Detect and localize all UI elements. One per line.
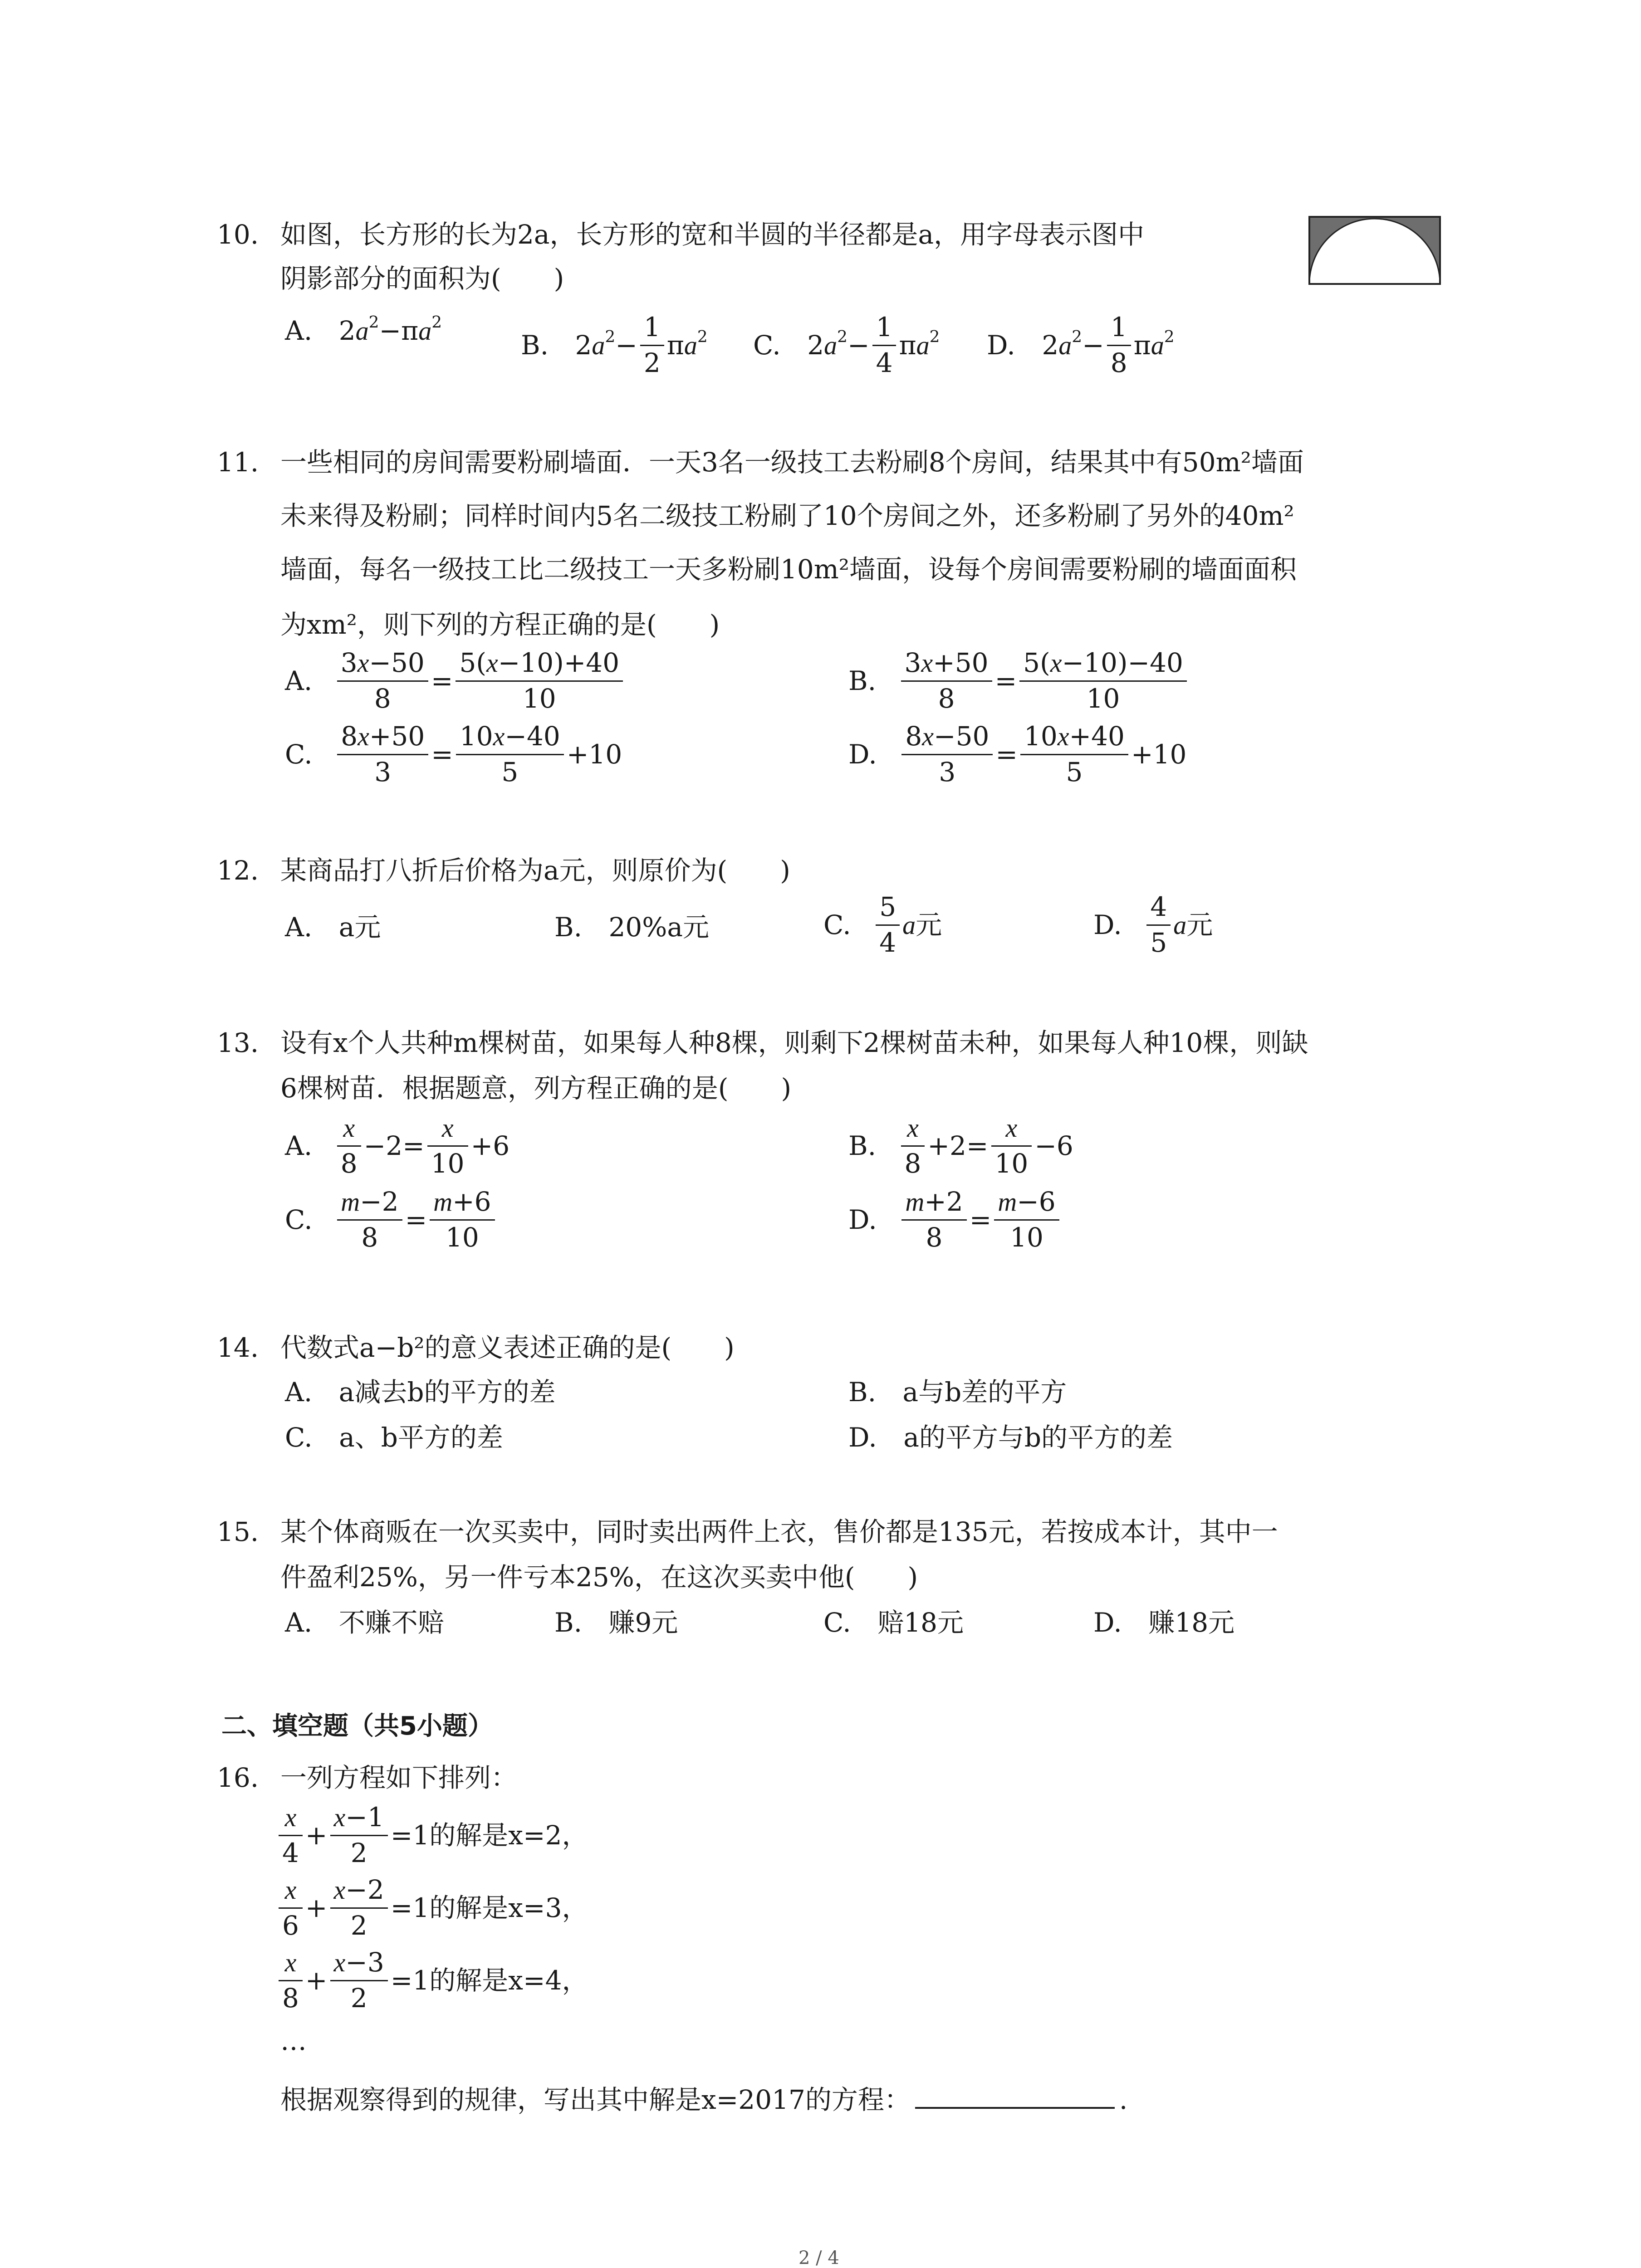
q14-option-d-text: a的平方与b的平方的差	[903, 1422, 1173, 1453]
section-2-title: 二、填空题（共5小题）	[221, 1711, 493, 1741]
q16-equation-2: $\frac{x}{6}$ + $\frac{x-2}{2}$ =1的解是x=3，	[276, 1876, 588, 1941]
q14-stem: 代数式a−b²的意义表述正确的是( )	[280, 1332, 735, 1363]
q16-equation-3-tail: =1的解是x=4，	[390, 1965, 588, 1996]
q16-ellipsis: …	[280, 2025, 307, 2056]
q16-number: 16.	[217, 1762, 259, 1793]
q16-question-line	[280, 2084, 1127, 2113]
q14-option-b-label: B.	[848, 1377, 877, 1408]
q13-option-b-label: B.	[848, 1130, 877, 1162]
q16-stem: 一列方程如下排列：	[280, 1762, 518, 1793]
q12-option-b-row	[554, 912, 709, 943]
q14-option-a-row	[285, 1377, 556, 1408]
q14-option-b-row	[848, 1377, 1067, 1408]
q14-option-c-text: a、b平方的差	[339, 1422, 503, 1453]
q13-option-b-row: B. $\frac{x}{8}$ +2= $\frac{x}{10}$ −6	[848, 1113, 1073, 1179]
q11-option-a-label: A.	[285, 665, 313, 697]
q16-equation-1-tail: =1的解是x=2，	[390, 1820, 588, 1851]
q15-option-a-text: 不赚不赔	[338, 1607, 444, 1638]
q15-option-c-row	[823, 1609, 964, 1636]
q15-option-d-label: D.	[1093, 1607, 1122, 1638]
q11-stem-line3: 墙面，每名一级技工比二级技工一天多粉刷10m²墙面，设每个房间需要粉刷的墙面面积	[280, 554, 1297, 585]
q15-number: 15.	[217, 1516, 259, 1547]
q11-option-a-row: A. $\frac{3x-50}{8}$ = $\frac{5(x-10)+40}{10}$	[285, 649, 626, 714]
q16-question-text: 根据观察得到的规律，写出其中解是x=2017的方程：	[280, 2084, 911, 2115]
q16-question-end: .	[1119, 2084, 1128, 2115]
q15-option-b-text: 赚9元	[608, 1607, 678, 1638]
q14-option-c-row	[285, 1424, 503, 1451]
q11-option-d-label: D.	[848, 739, 877, 770]
q10-option-c-row: C. $2a^2-$ $\frac{1}{4}$ $\pi a^2$	[753, 312, 940, 378]
q10-option-b-label: B.	[521, 330, 549, 361]
q15-stem-line2: 件盈利25%，另一件亏本25%，在这次买卖中他( )	[280, 1562, 918, 1593]
q13-stem-line2: 6棵树苗．根据题意，列方程正确的是( )	[280, 1073, 792, 1104]
q16-equation-1: $\frac{x}{4}$ + $\frac{x-1}{2}$ =1的解是x=2，	[276, 1803, 588, 1868]
page-number: 2 / 4	[798, 2248, 839, 2268]
q15-option-d-text: 赚18元	[1148, 1607, 1235, 1638]
q14-option-d-label: D.	[848, 1422, 877, 1453]
q13-option-c-label: C.	[285, 1204, 313, 1236]
q10-number: 10.	[217, 219, 259, 250]
q11-option-d-row: D. $\frac{8x-50}{3}$ = $\frac{10x+40}{5}$ +10	[848, 721, 1187, 787]
q10-option-c-label: C.	[753, 330, 781, 361]
q15-stem-line1: 某个体商贩在一次买卖中，同时卖出两件上衣，售价都是135元，若按成本计，其中一	[280, 1516, 1278, 1547]
q13-option-d-row: D. $\frac{m+2}{8}$ = $\frac{m-6}{10}$	[848, 1188, 1062, 1252]
q15-option-c-text: 赔18元	[877, 1607, 964, 1638]
q16-answer-blank[interactable]	[915, 2084, 1115, 2109]
q12-option-b-label: B.	[554, 912, 583, 943]
q12-option-b-text: 20%a元	[608, 912, 709, 943]
q12-option-c-row: C. $\frac{5}{4}$ a元	[823, 891, 942, 958]
q14-option-c-label: C.	[285, 1422, 313, 1453]
q14-number: 14.	[217, 1332, 259, 1363]
q10-option-d-row: D. $2a^2-$ $\frac{1}{8}$ $\pi a^2$	[987, 312, 1175, 378]
q11-number: 11.	[217, 447, 259, 478]
q13-option-a-label: A.	[285, 1130, 313, 1162]
q15-option-d-row	[1093, 1609, 1234, 1636]
q13-option-a-row: A. $\frac{x}{8}$ −2= $\frac{x}{10}$ +6	[285, 1113, 510, 1179]
q14-option-b-text: a与b差的平方	[902, 1377, 1067, 1408]
q14-option-d-row	[848, 1424, 1173, 1451]
q11-stem-line4: 为xm²，则下列的方程正确的是( )	[280, 609, 720, 640]
q13-stem-line1: 设有x个人共种m棵树苗，如果每人种8棵，则剩下2棵树苗未种，如果每人种10棵，则缺	[280, 1027, 1308, 1058]
q11-stem-line1: 一些相同的房间需要粉刷墙面．一天3名一级技工去粉刷8个房间，结果其中有50m²墙面	[280, 447, 1304, 478]
q15-option-c-label: C.	[823, 1607, 851, 1638]
q15-option-a-label: A.	[285, 1607, 313, 1638]
q11-stem-line2: 未来得及粉刷；同样时间内5名二级技工粉刷了10个房间之外，还多粉刷了另外的40m²	[280, 500, 1294, 531]
q14-option-a-text: a减去b的平方的差	[338, 1377, 556, 1408]
q10-option-d-label: D.	[987, 330, 1015, 361]
q11-option-b-row: B. $\frac{3x+50}{8}$ = $\frac{5(x-10)-40}{10}$	[848, 649, 1190, 714]
q11-option-c-label: C.	[285, 739, 313, 770]
q12-stem: 某商品打八折后价格为a元，则原价为( )	[280, 855, 790, 886]
q12-option-d-row: D. $\frac{4}{5}$ a元	[1093, 891, 1213, 958]
q16-equation-3: $\frac{x}{8}$ + $\frac{x-3}{2}$ =1的解是x=4，	[276, 1948, 588, 2013]
q11-option-c-row: C. $\frac{8x+50}{3}$ = $\frac{10x-40}{5}$ +10	[285, 721, 622, 787]
q10-option-a-label: A.	[285, 315, 313, 346]
q13-number: 13.	[217, 1027, 259, 1058]
q12-option-d-unit: 元	[1186, 909, 1213, 940]
q16-equation-2-tail: =1的解是x=3，	[390, 1892, 588, 1924]
q11-option-b-label: B.	[848, 665, 877, 697]
q12-option-a-row	[285, 912, 381, 943]
q15-option-b-label: B.	[554, 1607, 583, 1638]
q12-option-c-label: C.	[823, 909, 851, 941]
q12-number: 12.	[217, 855, 259, 886]
q14-option-a-label: A.	[285, 1377, 313, 1408]
q15-option-b-row	[554, 1609, 678, 1636]
q13-option-d-label: D.	[848, 1204, 877, 1236]
q10-option-b-row: B. $2a^2-$ $\frac{1}{2}$ $\pi a^2$	[521, 312, 708, 378]
q10-stem-line1: 如图，长方形的长为2a，长方形的宽和半圆的半径都是a，用字母表示图中	[280, 219, 1145, 250]
q15-option-a-row	[285, 1609, 444, 1636]
q12-option-c-unit: 元	[916, 909, 942, 940]
q12-option-a-label: A.	[285, 912, 313, 943]
q12-option-a-text: a元	[338, 912, 381, 943]
q10-stem-line2: 阴影部分的面积为( )	[280, 263, 564, 294]
q13-option-c-row: C. $\frac{m-2}{8}$ = $\frac{m+6}{10}$	[285, 1188, 498, 1252]
q12-option-d-label: D.	[1093, 909, 1122, 941]
q10-option-a-row: A. $2a^2-\pi a^2$	[285, 313, 442, 346]
q10-figure-rectangle-semicircle	[1307, 214, 1443, 287]
